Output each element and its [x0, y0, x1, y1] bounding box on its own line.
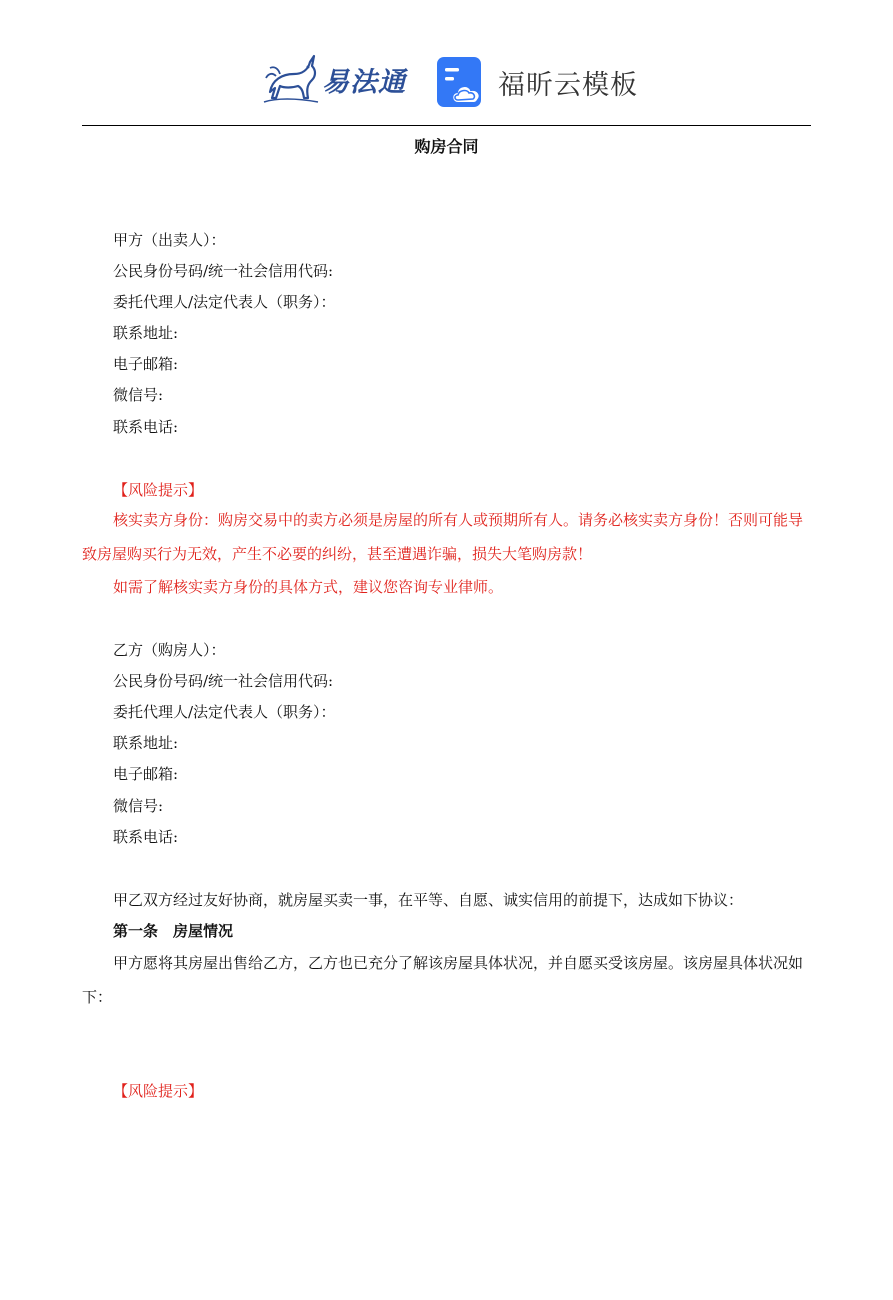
agreement-intro: 甲乙双方经过友好协商，就房屋买卖一事，在平等、自愿、诚实信用的前提下，达成如下协议：: [113, 891, 744, 909]
party-b-agent: 委托代理人/法定代表人（职务）：: [113, 703, 336, 721]
unicorn-logo-icon: [262, 52, 320, 106]
party-a-wechat: 微信号:: [113, 386, 164, 404]
party-a-id-code: 公民身份号码/统一社会信用代码:: [113, 262, 334, 280]
party-a-heading: 甲方（出卖人）：: [113, 231, 226, 249]
risk-note-label: 【风险提示】: [113, 481, 204, 499]
document-title: 购房合同: [414, 137, 479, 156]
article-1-heading: 第一条 房屋情况: [113, 922, 234, 940]
yifatong-logo-text: 易法通: [322, 66, 406, 98]
party-a-agent: 委托代理人/法定代表人（职务）：: [113, 293, 336, 311]
risk-note-label-2: 【风险提示】: [113, 1082, 204, 1100]
yifatong-logo: [262, 52, 406, 106]
party-b-wechat: 微信号:: [113, 797, 164, 815]
foxit-logo-text: 福昕云模板: [498, 69, 638, 101]
risk-note-advice: 如需了解核实卖方身份的具体方式，建议您咨询专业律师。: [113, 578, 504, 596]
party-b-phone: 联系电话:: [113, 828, 179, 846]
party-a-address: 联系地址:: [113, 324, 179, 342]
header-divider: [82, 125, 811, 126]
article-1-text: 甲方愿将其房屋出售给乙方，乙方也已充分了解该房屋具体状况，并自愿买受该房屋。该房屋具体状况如下：: [82, 954, 804, 1006]
cloud-document-icon: [436, 56, 488, 108]
party-b-address: 联系地址:: [113, 734, 179, 752]
party-b-id-code: 公民身份号码/统一社会信用代码:: [113, 672, 334, 690]
risk-note-text: 核实卖方身份：购房交易中的卖方必须是房屋的所有人或预期所有人。请务必核实卖方身份！否则可能导致房屋购买行为无效，产生不必要的纠纷，甚至遭遇诈骗，损失大笔购房款！: [82, 511, 804, 563]
party-a-email: 电子邮箱:: [113, 355, 179, 373]
foxit-cloud-template-logo: [436, 56, 638, 108]
party-a-phone: 联系电话:: [113, 418, 179, 436]
party-b-email: 电子邮箱:: [113, 765, 179, 783]
page-header: [0, 50, 893, 112]
party-b-heading: 乙方（购房人）：: [113, 641, 226, 659]
